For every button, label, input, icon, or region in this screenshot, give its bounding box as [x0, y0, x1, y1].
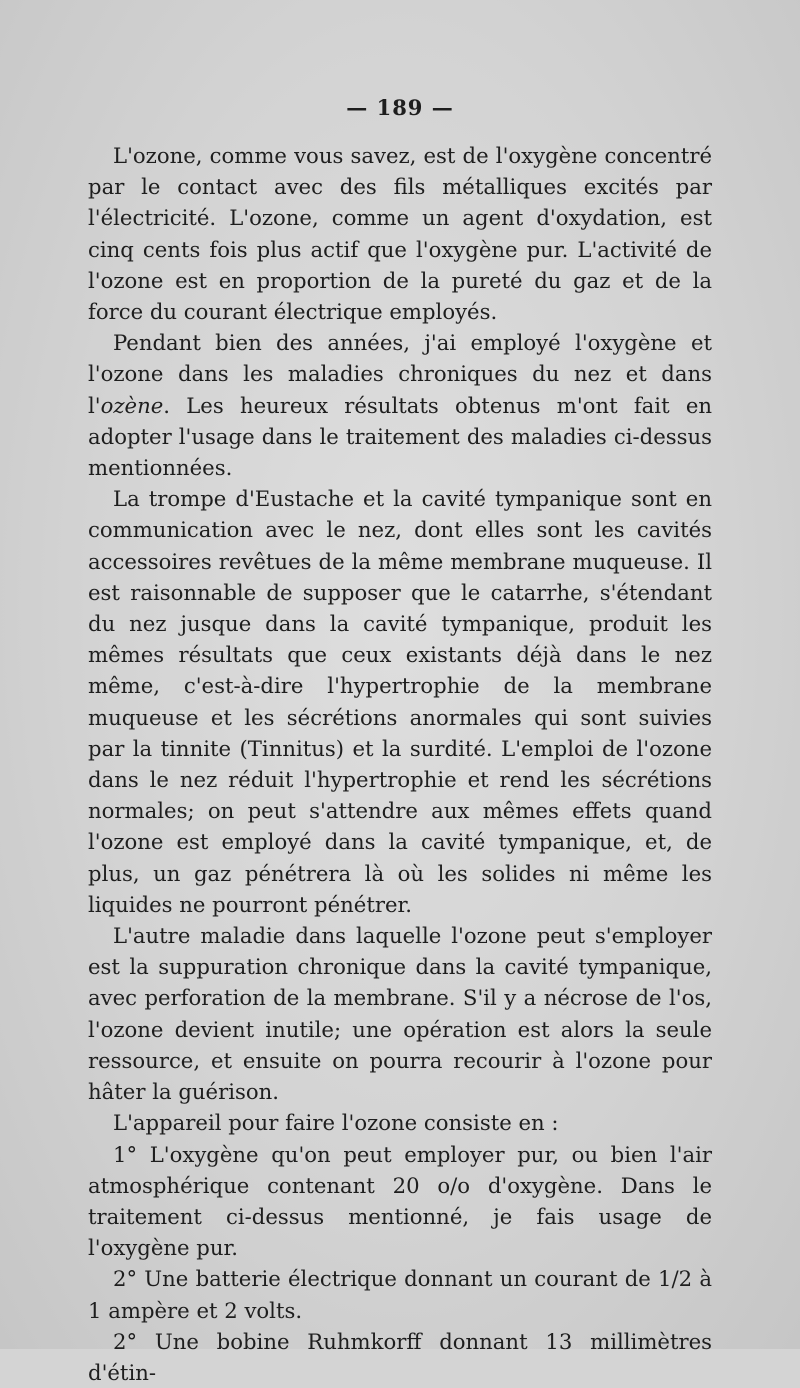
page-number: — 189 —: [346, 95, 454, 120]
italic-term-ozene: ozène: [100, 392, 164, 418]
body-text: [88, 140, 712, 1388]
list-item-3: 2° Une bobine Ruhmkorff donnant 13 millimètres d'étin-: [88, 1328, 712, 1385]
paragraph-trompe-eustache: La trompe d'Eustache et la cavité tympanique sont en communication avec le nez, dont elles sont les cavités accessoires revêtues de la même membrane muqueuse. Il est raisonnable de supposer que le catarrhe, s'étendant du nez jusque dans la cavité tympanique, produit les mêmes résultats que ceux existants déjà dans le nez même, c'est-à-dire l'hypertrophie de la membrane muqueuse et les sécrétions anormales qui sont suivies par la tinnite (Tinnitus) et la surdité. L'emploi de l'ozone dans le nez réduit l'hypertrophie et rend les sécrétions normales; on peut s'attendre aux mêmes effets quand l'ozone est employé dans la cavité tympanique, et, de plus, un gaz pénétrera là où les solides ni même les liquides ne pourront pénétrer.: [88, 486, 712, 917]
list-item-1: 1° L'oxygène qu'on peut employer pur, ou bien l'air atmosphérique contenant 20 o/o d'oxygène. Dans le traitement ci-dessus mentionné, je fais usage de l'oxygène pur.: [88, 1141, 712, 1261]
paragraph-ozone-definition: L'ozone, comme vous savez, est de l'oxygène concentré par le contact avec des fils métalliques excités par l'électricité. L'ozone, comme un agent d'oxydation, est cinq cents fois plus actif que l'oxygène pur. L'activité de l'ozone est en proportion de la pureté du gaz et de la force du courant électrique employés.: [88, 143, 712, 325]
paragraph-pendant-annees: [88, 327, 712, 483]
paragraph-text: . Les heureux résultats obtenus m'ont fait en adopter l'usage dans le traitement des maladies ci-dessus mentionnées.: [88, 392, 712, 481]
list-item-2: 2° Une batterie électrique donnant un courant de 1/2 à 1 ampère et 2 volts.: [88, 1266, 712, 1323]
paragraph-appareil: L'appareil pour faire l'ozone consiste en :: [113, 1110, 559, 1136]
paragraph-text: Pendant bien des années, j'ai employé l'oxygène et l'ozone dans les maladies chroniques du nez et dans l': [88, 330, 712, 418]
paragraph-autre-maladie: L'autre maladie dans laquelle l'ozone peut s'employer est la suppuration chronique dans la cavité tympanique, avec perforation de la membrane. S'il y a nécrose de l'os, l'ozone devient inutile; une opération est alors la seule ressource, et ensuite on pourra recourir à l'ozone pour hâter la guérison.: [88, 923, 712, 1105]
